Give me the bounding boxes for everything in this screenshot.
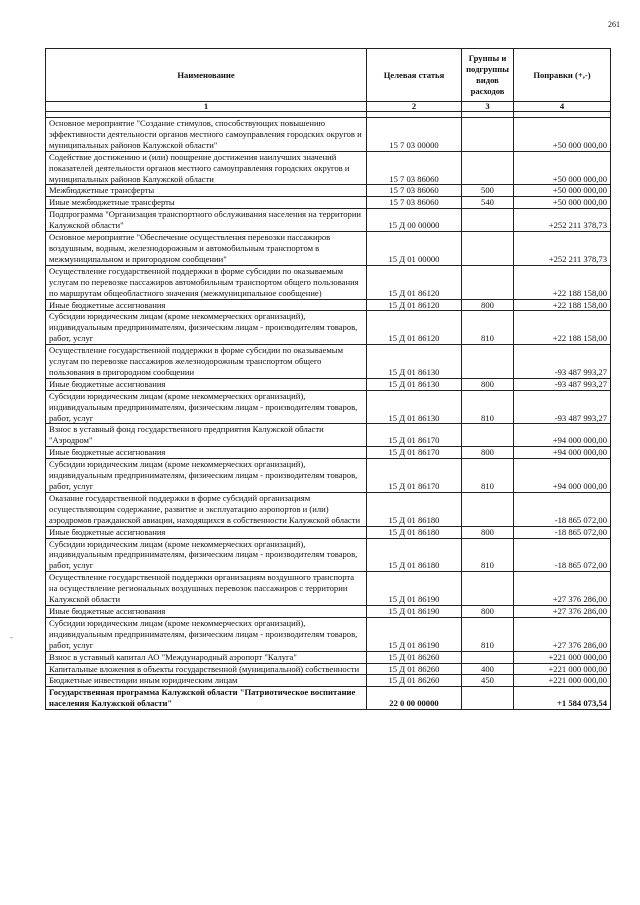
row-amount: +94 000 000,00	[514, 424, 611, 447]
row-target-code: 15 Д 01 86190	[367, 605, 462, 617]
row-amount: +221 000 000,00	[514, 675, 611, 687]
row-name: Содействие достижению и (или) поощрение достижения наилучших значений показателей деятельности органов местного самоуправления городских округов и муниципальных районов Калужской области	[46, 151, 367, 185]
table-row	[46, 605, 611, 617]
row-name: Осуществление государственной поддержки организациям воздушного транспорта на осуществление региональных воздушных перевозок пассажиров с территории Калужской области	[46, 572, 367, 606]
header-groups: Группы и подгруппы видов расходов	[462, 49, 514, 102]
row-name: Межбюджетные трансферты	[46, 185, 367, 197]
column-number-row	[46, 102, 611, 112]
row-expense-group: 810	[462, 538, 514, 572]
table-row	[46, 151, 611, 185]
row-name: Государственная программа Калужской области "Патриотическое воспитание населения Калужской области"	[46, 687, 367, 710]
table-row	[46, 538, 611, 572]
table-row	[46, 617, 611, 651]
row-expense-group: 800	[462, 526, 514, 538]
row-target-code: 15 7 03 86060	[367, 197, 462, 209]
budget-amendments-table	[45, 48, 611, 710]
row-target-code: 15 Д 01 86190	[367, 617, 462, 651]
header-target: Целевая статья	[367, 49, 462, 102]
row-target-code: 15 7 03 86060	[367, 151, 462, 185]
row-amount: -93 487 993,27	[514, 390, 611, 424]
row-amount: +252 211 378,73	[514, 232, 611, 266]
row-target-code: 15 Д 01 86180	[367, 492, 462, 526]
row-amount: -18 865 072,00	[514, 526, 611, 538]
row-expense-group	[462, 572, 514, 606]
row-amount: +50 000 000,00	[514, 197, 611, 209]
row-target-code: 15 Д 00 00000	[367, 209, 462, 232]
table-row	[46, 185, 611, 197]
row-name: Иные межбюджетные трансферты	[46, 197, 367, 209]
row-name: Подпрограмма "Организация транспортного обслуживания населения на территории Калужской области"	[46, 209, 367, 232]
table-row	[46, 378, 611, 390]
row-name: Иные бюджетные ассигнования	[46, 605, 367, 617]
row-amount: +94 000 000,00	[514, 459, 611, 493]
row-amount: +1 584 073,54	[514, 687, 611, 710]
table-row	[46, 492, 611, 526]
row-name: Взнос в уставный фонд государственного предприятия Калужской области "Аэродром"	[46, 424, 367, 447]
row-target-code: 15 Д 01 86190	[367, 572, 462, 606]
table-row	[46, 299, 611, 311]
table-row	[46, 197, 611, 209]
row-amount: +221 000 000,00	[514, 651, 611, 663]
row-name: Оказание государственной поддержки в форме субсидий организациям осуществляющим содержание, развитие и эксплуатацию аэропортов и (или) аэродромов гражданской авиации, находящихся в собственности Калужской области	[46, 492, 367, 526]
row-name: Капитальные вложения в объекты государственной (муниципальной) собственности	[46, 663, 367, 675]
row-target-code: 15 Д 01 86130	[367, 378, 462, 390]
row-expense-group	[462, 651, 514, 663]
row-amount: -93 487 993,27	[514, 345, 611, 379]
row-target-code: 22 0 00 00000	[367, 687, 462, 710]
row-expense-group: 800	[462, 605, 514, 617]
table-row	[46, 663, 611, 675]
row-amount: -18 865 072,00	[514, 538, 611, 572]
row-expense-group	[462, 424, 514, 447]
row-amount: +94 000 000,00	[514, 447, 611, 459]
row-amount: +22 188 158,00	[514, 311, 611, 345]
row-expense-group	[462, 265, 514, 299]
row-name: Осуществление государственной поддержки в форме субсидии по оказываемым услугам по перевозке пассажиров автомобильным транспортом общего пользования по маршрутам общеобластного значения (межмуниципальное сообщение)	[46, 265, 367, 299]
table-row	[46, 447, 611, 459]
row-target-code: 15 Д 01 86120	[367, 311, 462, 345]
row-expense-group	[462, 151, 514, 185]
row-expense-group: 450	[462, 675, 514, 687]
margin-mark: -	[10, 633, 13, 642]
row-expense-group	[462, 687, 514, 710]
row-target-code: 15 7 03 86060	[367, 185, 462, 197]
row-expense-group: 400	[462, 663, 514, 675]
row-name: Субсидии юридическим лицам (кроме некоммерческих организаций), индивидуальным предпринимателям, физическим лицам - производителям товаров, работ, услуг	[46, 390, 367, 424]
row-amount: +252 211 378,73	[514, 209, 611, 232]
row-target-code: 15 Д 01 86260	[367, 663, 462, 675]
row-expense-group: 800	[462, 378, 514, 390]
row-expense-group: 810	[462, 311, 514, 345]
row-amount: +22 188 158,00	[514, 299, 611, 311]
row-amount: +50 000 000,00	[514, 118, 611, 152]
row-name: Иные бюджетные ассигнования	[46, 299, 367, 311]
table-row	[46, 265, 611, 299]
row-target-code: 15 Д 01 00000	[367, 232, 462, 266]
row-name: Субсидии юридическим лицам (кроме некоммерческих организаций), индивидуальным предпринимателям, физическим лицам - производителям товаров, работ, услуг	[46, 538, 367, 572]
row-name: Субсидии юридическим лицам (кроме некоммерческих организаций), индивидуальным предпринимателям, физическим лицам - производителям товаров, работ, услуг	[46, 459, 367, 493]
row-expense-group	[462, 209, 514, 232]
header-name: Наименование	[46, 49, 367, 102]
row-name: Иные бюджетные ассигнования	[46, 526, 367, 538]
table-row	[46, 390, 611, 424]
row-target-code: 15 Д 01 86130	[367, 390, 462, 424]
table-row	[46, 459, 611, 493]
table-row	[46, 311, 611, 345]
table-row	[46, 675, 611, 687]
row-amount: +27 376 286,00	[514, 572, 611, 606]
table-row	[46, 118, 611, 152]
row-expense-group	[462, 118, 514, 152]
row-name: Субсидии юридическим лицам (кроме некоммерческих организаций), индивидуальным предпринимателям, физическим лицам - производителям товаров, работ, услуг	[46, 617, 367, 651]
row-amount: +27 376 286,00	[514, 617, 611, 651]
table-body	[46, 118, 611, 710]
row-expense-group: 810	[462, 617, 514, 651]
header-amendments: Поправки (+,-)	[514, 49, 611, 102]
row-target-code: 15 Д 01 86260	[367, 675, 462, 687]
table-row	[46, 209, 611, 232]
table-row	[46, 345, 611, 379]
row-target-code: 15 7 03 00000	[367, 118, 462, 152]
row-target-code: 15 Д 01 86170	[367, 459, 462, 493]
page-number: 261	[608, 20, 620, 29]
row-amount: +221 000 000,00	[514, 663, 611, 675]
row-amount: -18 865 072,00	[514, 492, 611, 526]
table-row	[46, 424, 611, 447]
table-row	[46, 232, 611, 266]
column-number: 2	[367, 102, 462, 112]
row-amount: +50 000 000,00	[514, 185, 611, 197]
row-expense-group: 500	[462, 185, 514, 197]
column-number: 3	[462, 102, 514, 112]
column-number: 1	[46, 102, 367, 112]
row-name: Субсидии юридическим лицам (кроме некоммерческих организаций), индивидуальным предпринимателям, физическим лицам - производителям товаров, работ, услуг	[46, 311, 367, 345]
table-row	[46, 526, 611, 538]
row-name: Взнос в уставный капитал АО "Международный аэропорт "Калуга"	[46, 651, 367, 663]
row-expense-group: 810	[462, 459, 514, 493]
row-target-code: 15 Д 01 86170	[367, 424, 462, 447]
row-target-code: 15 Д 01 86120	[367, 299, 462, 311]
row-amount: -93 487 993,27	[514, 378, 611, 390]
row-name: Иные бюджетные ассигнования	[46, 378, 367, 390]
row-expense-group: 800	[462, 447, 514, 459]
row-amount: +27 376 286,00	[514, 605, 611, 617]
row-target-code: 15 Д 01 86170	[367, 447, 462, 459]
row-expense-group	[462, 492, 514, 526]
row-expense-group: 800	[462, 299, 514, 311]
row-amount: +22 188 158,00	[514, 265, 611, 299]
row-target-code: 15 Д 01 86130	[367, 345, 462, 379]
table-row	[46, 651, 611, 663]
row-expense-group	[462, 345, 514, 379]
row-expense-group	[462, 232, 514, 266]
table-row	[46, 572, 611, 606]
row-amount: +50 000 000,00	[514, 151, 611, 185]
row-target-code: 15 Д 01 86180	[367, 526, 462, 538]
row-expense-group: 540	[462, 197, 514, 209]
table-header-row	[46, 49, 611, 102]
row-expense-group: 810	[462, 390, 514, 424]
row-target-code: 15 Д 01 86120	[367, 265, 462, 299]
row-name: Основное мероприятие "Обеспечение осуществления перевозки пассажиров воздушным, водным, железнодорожным и автомобильным транспортом в межмуниципальном и пригородном сообщении"	[46, 232, 367, 266]
row-name: Основное мероприятие "Создание стимулов, способствующих повышению эффективности деятельности органов местного самоуправления городских округов и муниципальных районов Калужской области"	[46, 118, 367, 152]
column-number: 4	[514, 102, 611, 112]
row-name: Иные бюджетные ассигнования	[46, 447, 367, 459]
table-row	[46, 687, 611, 710]
row-target-code: 15 Д 01 86260	[367, 651, 462, 663]
row-name: Бюджетные инвестиции иным юридическим лицам	[46, 675, 367, 687]
row-target-code: 15 Д 01 86180	[367, 538, 462, 572]
row-name: Осуществление государственной поддержки в форме субсидии по оказываемым услугам по перевозке пассажиров железнодорожным транспортом общего пользования в пригородном сообщении	[46, 345, 367, 379]
